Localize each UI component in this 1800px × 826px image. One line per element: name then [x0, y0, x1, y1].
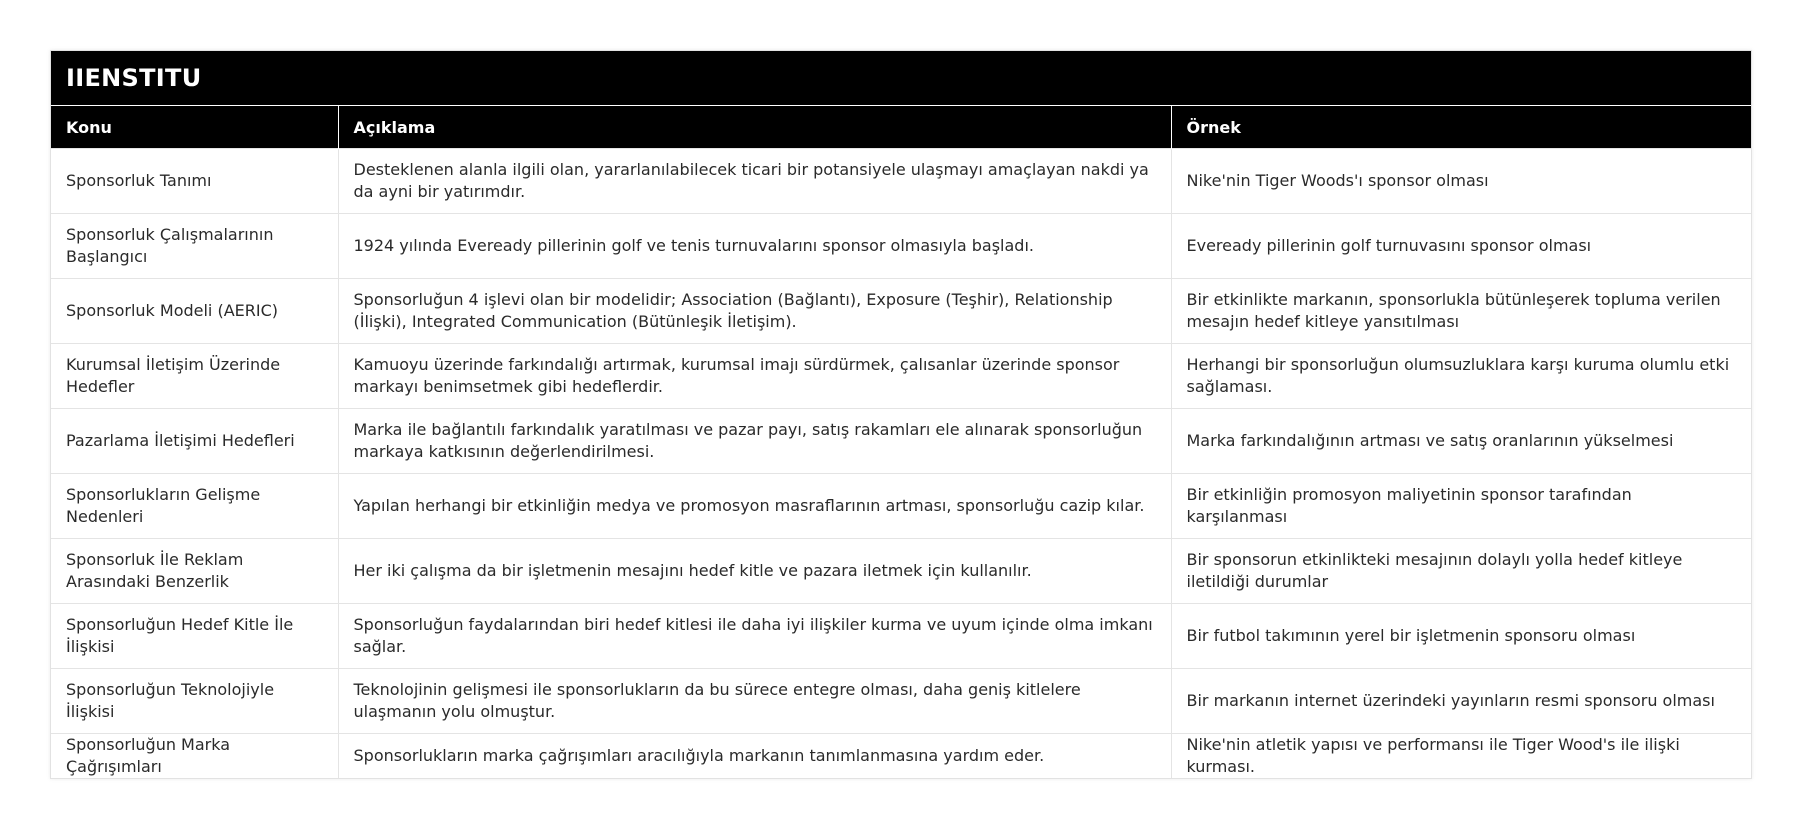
cell-aciklama: Desteklenen alanla ilgili olan, yararlanılabilecek ticari bir potansiyele ulaşmayı amaçlayan nakdi ya da ayni bir yatırımdır. [338, 149, 1171, 214]
table-row [51, 539, 1751, 604]
column-header-ornek: Örnek [1171, 106, 1751, 149]
cell-ornek: Bir etkinlikte markanın, sponsorlukla bütünleşerek topluma verilen mesajın hedef kitleye yansıtılması [1171, 279, 1751, 344]
cell-konu: Sponsorluğun Hedef Kitle İle İlişkisi [51, 604, 338, 669]
table-row [51, 279, 1751, 344]
cell-konu: Pazarlama İletişimi Hedefleri [51, 409, 338, 474]
cell-aciklama: Marka ile bağlantılı farkındalık yaratılması ve pazar payı, satış rakamları ele alınarak sponsorluğun markaya katkısının değerlendirilmesi. [338, 409, 1171, 474]
cell-ornek: Marka farkındalığının artması ve satış oranlarının yükselmesi [1171, 409, 1751, 474]
cell-ornek: Eveready pillerinin golf turnuvasını sponsor olması [1171, 214, 1751, 279]
table-row [51, 344, 1751, 409]
table-row [51, 474, 1751, 539]
cell-ornek: Bir futbol takımının yerel bir işletmenin sponsoru olması [1171, 604, 1751, 669]
cell-aciklama: Sponsorluğun 4 işlevi olan bir modelidir; Association (Bağlantı), Exposure (Teşhir), Relationship (İlişki), Integrated Communication (Bütünleşik İletişim). [338, 279, 1171, 344]
brand-title: IIENSTITU [51, 51, 1751, 105]
table-row [51, 214, 1751, 279]
table-row [51, 149, 1751, 214]
cell-konu: Sponsorluk Çalışmalarının Başlangıcı [51, 214, 338, 279]
table-row [51, 604, 1751, 669]
cell-konu: Sponsorluk İle Reklam Arasındaki Benzerlik [51, 539, 338, 604]
table-row [51, 734, 1751, 779]
cell-ornek: Bir markanın internet üzerindeki yayınların resmi sponsoru olması [1171, 669, 1751, 734]
cell-konu: Kurumsal İletişim Üzerinde Hedefler [51, 344, 338, 409]
cell-aciklama: Her iki çalışma da bir işletmenin mesajını hedef kitle ve pazara iletmek için kullanılır. [338, 539, 1171, 604]
table-header-row [51, 106, 1751, 149]
content-table-card [50, 50, 1752, 779]
cell-ornek: Bir etkinliğin promosyon maliyetinin sponsor tarafından karşılanması [1171, 474, 1751, 539]
cell-ornek: Bir sponsorun etkinlikteki mesajının dolaylı yolla hedef kitleye iletildiği durumlar [1171, 539, 1751, 604]
sponsorship-table [51, 105, 1751, 778]
cell-aciklama: Kamuoyu üzerinde farkındalığı artırmak, kurumsal imajı sürdürmek, çalısanlar üzerinde sponsor markayı benimsetmek gibi hedeflerdir. [338, 344, 1171, 409]
cell-aciklama: 1924 yılında Eveready pillerinin golf ve tenis turnuvalarını sponsor olmasıyla başladı. [338, 214, 1171, 279]
cell-aciklama: Sponsorluğun faydalarından biri hedef kitlesi ile daha iyi ilişkiler kurma ve uyum içinde olma imkanı sağlar. [338, 604, 1171, 669]
cell-aciklama: Yapılan herhangi bir etkinliğin medya ve promosyon masraflarının artması, sponsorluğu cazip kılar. [338, 474, 1171, 539]
cell-konu: Sponsorluğun Marka Çağrışımları [51, 734, 338, 779]
table-row [51, 669, 1751, 734]
cell-ornek: Herhangi bir sponsorluğun olumsuzluklara karşı kuruma olumlu etki sağlaması. [1171, 344, 1751, 409]
cell-konu: Sponsorluk Modeli (AERIC) [51, 279, 338, 344]
column-header-aciklama: Açıklama [338, 106, 1171, 149]
table-row [51, 409, 1751, 474]
cell-konu: Sponsorlukların Gelişme Nedenleri [51, 474, 338, 539]
cell-ornek: Nike'nin Tiger Woods'ı sponsor olması [1171, 149, 1751, 214]
cell-konu: Sponsorluğun Teknolojiyle İlişkisi [51, 669, 338, 734]
cell-aciklama: Teknolojinin gelişmesi ile sponsorlukların da bu sürece entegre olması, daha geniş kitlelere ulaşmanın yolu olmuştur. [338, 669, 1171, 734]
column-header-konu: Konu [51, 106, 338, 149]
cell-ornek: Nike'nin atletik yapısı ve performansı ile Tiger Wood's ile ilişki kurması. [1171, 734, 1751, 779]
cell-aciklama: Sponsorlukların marka çağrışımları aracılığıyla markanın tanımlanmasına yardım eder. [338, 734, 1171, 779]
cell-konu: Sponsorluk Tanımı [51, 149, 338, 214]
